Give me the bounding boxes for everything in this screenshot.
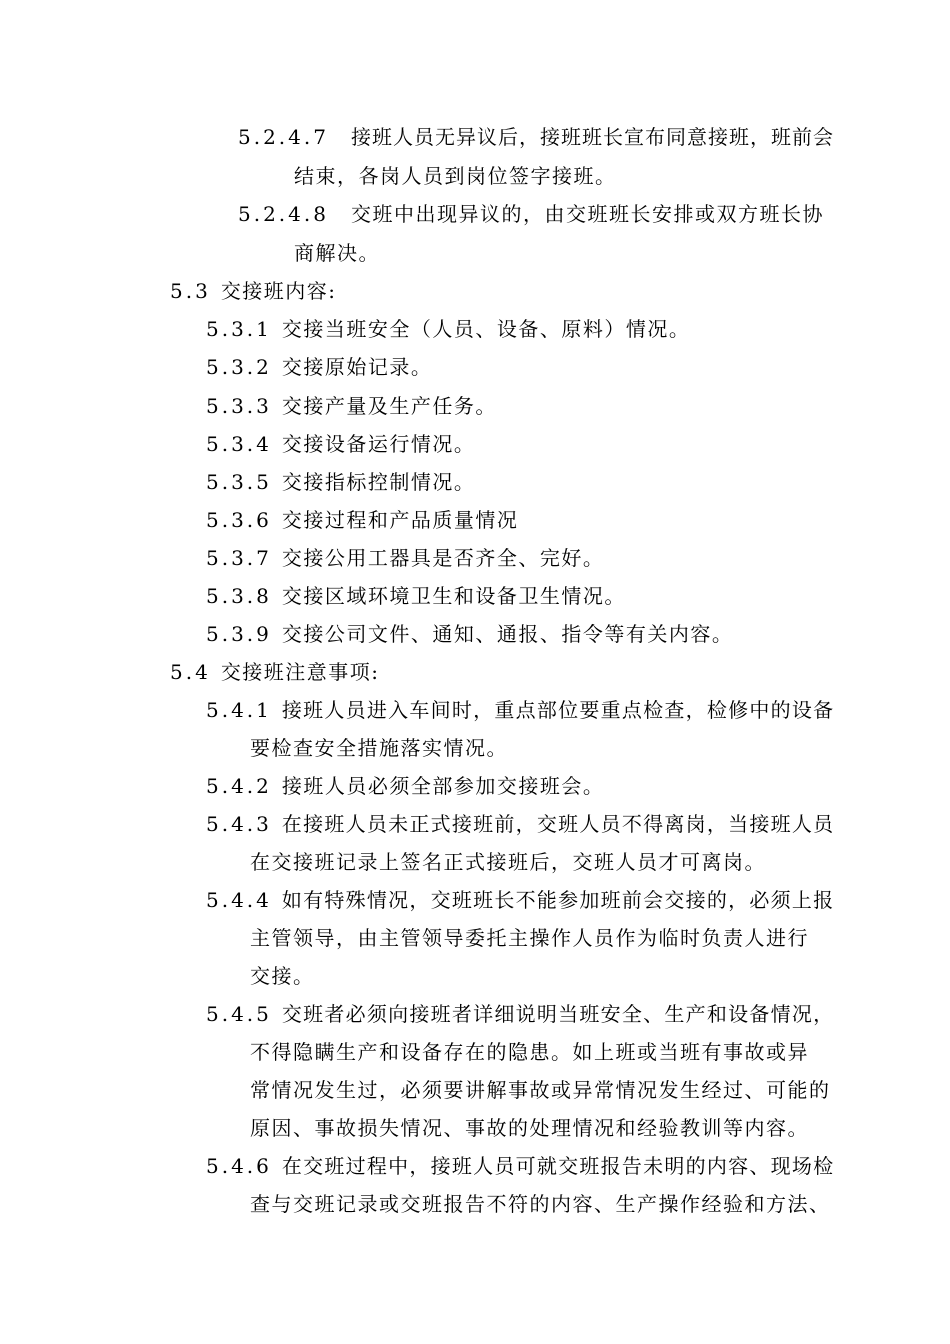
clause-text: 交班者必须向接班者详细说明当班安全、生产和设备情况， xyxy=(281,1002,835,1026)
clause-5-4-4-line-3 xyxy=(250,963,315,989)
clause-text: 原因、事故损失情况、事故的处理情况和经验教训等内容。 xyxy=(250,1116,809,1140)
clause-5-4-5-line-3 xyxy=(250,1077,831,1103)
clause-text: 商解决。 xyxy=(294,241,380,265)
clause-number: 5.3.5 xyxy=(206,470,272,494)
clause-text: 接班人员必须全部参加交接班会。 xyxy=(281,774,605,798)
clause-text: 交接产量及生产任务。 xyxy=(281,394,497,418)
clause-text: 在交接班记录上签名正式接班后，交班人员才可离岗。 xyxy=(250,850,766,874)
section-title: 交接班内容: xyxy=(220,279,337,303)
section-number: 5.3 xyxy=(170,279,211,303)
clause-text: 交接原始记录。 xyxy=(281,355,433,379)
clause-text: 交接区域环境卫生和设备卫生情况。 xyxy=(281,584,626,608)
clause-5-4-5-line-4 xyxy=(250,1115,809,1141)
clause-number: 5.4.2 xyxy=(206,774,272,798)
clause-text: 查与交班记录或交班报告不符的内容、生产操作经验和方法、 xyxy=(250,1192,831,1216)
clause-number: 5.4.5 xyxy=(206,1002,272,1026)
clause-text: 交接过程和产品质量情况 xyxy=(281,508,519,532)
clause-number: 5.3.6 xyxy=(206,508,272,532)
section-number: 5.4 xyxy=(170,660,211,684)
clause-number: 5.3.7 xyxy=(206,546,272,570)
clause-5-4-1-line-2 xyxy=(250,735,508,761)
clause-5-4-6-line-1 xyxy=(206,1153,834,1179)
clause-text: 交接当班安全（人员、设备、原料）情况。 xyxy=(281,317,691,341)
clause-text: 常情况发生过，必须要讲解事故或异常情况发生经过、可能的 xyxy=(250,1078,831,1102)
clause-number: 5.2.4.7 xyxy=(238,125,329,149)
clause-number: 5.3.8 xyxy=(206,584,272,608)
clause-number: 5.4.3 xyxy=(206,812,272,836)
section-5-3-heading xyxy=(170,278,337,304)
clause-text: 主管领导，由主管领导委托主操作人员作为临时负责人进行 xyxy=(250,926,809,950)
clause-text: 交接设备运行情况。 xyxy=(281,432,476,456)
section-5-4-heading xyxy=(170,659,380,685)
clause-text: 接班人员无异议后，接班班长宣布同意接班，班前会 xyxy=(350,125,834,149)
clause-number: 5.3.2 xyxy=(206,355,272,379)
clause-number: 5.4.6 xyxy=(206,1154,272,1178)
clause-5-4-3-line-2 xyxy=(250,849,766,875)
clause-5-3-4 xyxy=(206,431,475,457)
clause-5-4-4-line-1 xyxy=(206,887,834,913)
clause-5-4-6-line-2 xyxy=(250,1191,831,1217)
clause-text: 在交班过程中，接班人员可就交班报告未明的内容、现场检 xyxy=(281,1154,835,1178)
clause-5-4-5-line-2 xyxy=(250,1039,809,1065)
clause-5-3-6 xyxy=(206,507,518,533)
clause-5-3-7 xyxy=(206,545,604,571)
clause-5-4-2 xyxy=(206,773,604,799)
clause-number: 5.4.1 xyxy=(206,698,272,722)
clause-text: 交接公司文件、通知、通报、指令等有关内容。 xyxy=(281,622,734,646)
clause-5-3-1 xyxy=(206,316,690,342)
clause-5-2-4-8-line-2 xyxy=(294,240,380,266)
clause-number: 5.4.4 xyxy=(206,888,272,912)
clause-text: 不得隐瞒生产和设备存在的隐患。如上班或当班有事故或异 xyxy=(250,1040,809,1064)
clause-text: 交接指标控制情况。 xyxy=(281,470,476,494)
clause-5-3-9 xyxy=(206,621,733,647)
clause-5-2-4-7-line-2 xyxy=(294,163,617,189)
clause-text: 如有特殊情况，交班班长不能参加班前会交接的，必须上报 xyxy=(281,888,835,912)
clause-5-2-4-7-line-1 xyxy=(238,124,834,150)
clause-5-4-1-line-1 xyxy=(206,697,834,723)
clause-text: 结束，各岗人员到岗位签字接班。 xyxy=(294,164,617,188)
clause-5-2-4-8-line-1 xyxy=(238,201,824,227)
clause-number: 5.3.4 xyxy=(206,432,272,456)
clause-text: 交班中出现异议的，由交班班长安排或双方班长协 xyxy=(350,202,824,226)
clause-text: 要检查安全措施落实情况。 xyxy=(250,736,508,760)
clause-5-4-5-line-1 xyxy=(206,1001,834,1027)
clause-text: 交接。 xyxy=(250,964,315,988)
section-title: 交接班注意事项: xyxy=(220,660,380,684)
clause-5-3-3 xyxy=(206,393,497,419)
clause-5-3-2 xyxy=(206,354,432,380)
clause-text: 接班人员进入车间时，重点部位要重点检查，检修中的设备 xyxy=(281,698,835,722)
clause-text: 交接公用工器具是否齐全、完好。 xyxy=(281,546,605,570)
clause-number: 5.3.1 xyxy=(206,317,272,341)
clause-5-4-4-line-2 xyxy=(250,925,809,951)
clause-number: 5.3.3 xyxy=(206,394,272,418)
clause-5-3-5 xyxy=(206,469,475,495)
clause-number: 5.3.9 xyxy=(206,622,272,646)
clause-text: 在接班人员未正式接班前，交班人员不得离岗，当接班人员 xyxy=(281,812,835,836)
clause-number: 5.2.4.8 xyxy=(238,202,329,226)
clause-5-3-8 xyxy=(206,583,626,609)
clause-5-4-3-line-1 xyxy=(206,811,834,837)
